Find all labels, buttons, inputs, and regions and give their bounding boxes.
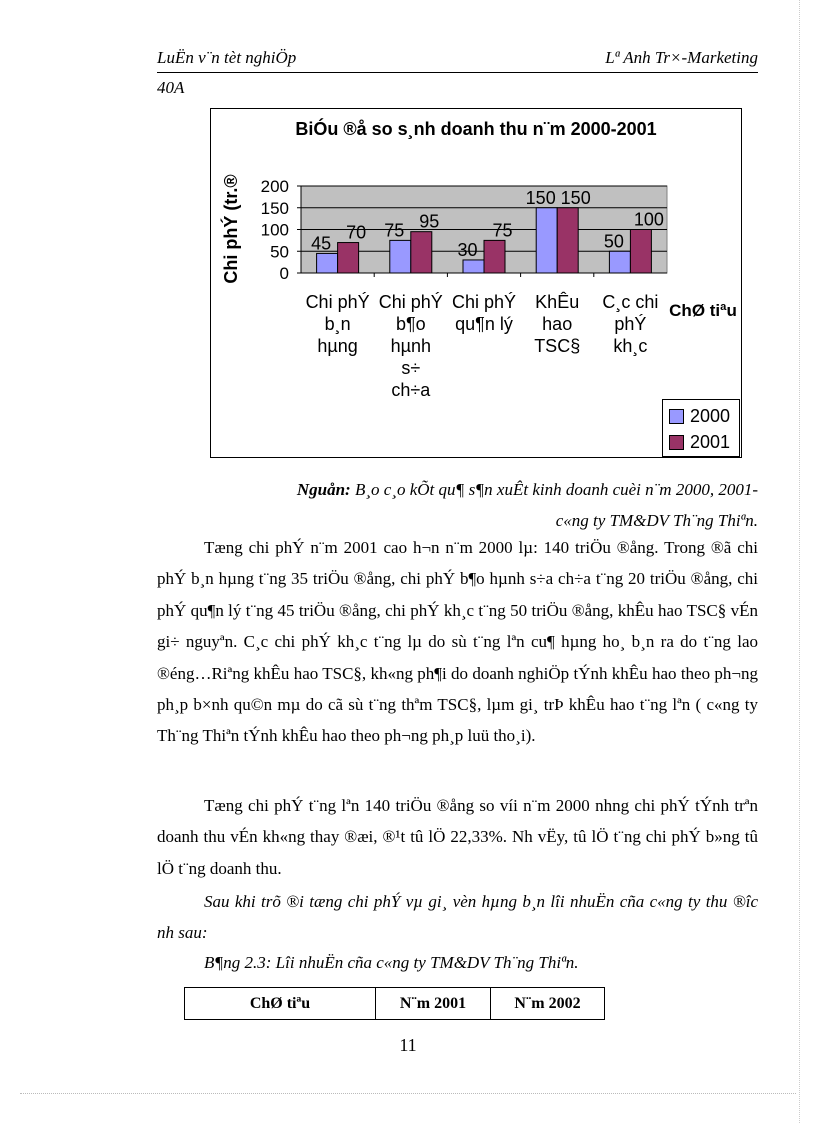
x-category-label: hao: [542, 314, 573, 334]
x-category-label: Chi phÝ: [305, 292, 370, 312]
legend-label-2001: 2001: [690, 432, 731, 452]
data-label-2001: 150: [560, 187, 591, 208]
bar-2000: [317, 253, 338, 273]
bar-2000: [390, 240, 411, 273]
data-label-2000: 45: [311, 233, 332, 254]
table-header-cell: N¨m 2002: [491, 988, 605, 1020]
x-category-label: b¶o: [395, 314, 426, 334]
y-axis-label: Chi phÝ (tr.®: [221, 174, 241, 284]
chart-source: [198, 474, 758, 536]
header-right: Lª Anh Tr×-Marketing: [605, 48, 758, 67]
x-category-label: ch÷a: [391, 380, 431, 400]
legend-item-2000: [669, 406, 730, 427]
x-category-label: hµnh: [390, 336, 432, 356]
table-header-cell: ChØ tiªu: [185, 988, 376, 1020]
source-label: Nguån:: [296, 480, 351, 499]
data-label-2001: 95: [419, 211, 440, 232]
x-axis-label: ChØ tiªu: [669, 301, 737, 320]
bar-2001: [484, 240, 505, 273]
page-bottom-dotted-border: [20, 1093, 796, 1094]
bar-2000: [609, 251, 630, 273]
legend-swatch-2000: [669, 409, 684, 424]
x-category-label: phÝ: [614, 314, 647, 334]
x-category-label: TSC§: [534, 336, 581, 356]
chart-legend: [662, 399, 740, 457]
y-tick-label: 100: [260, 220, 289, 240]
header-left-continued: 40A: [157, 78, 185, 97]
legend-item-2001: [669, 432, 730, 453]
data-label-2000: 30: [457, 239, 478, 260]
x-category-label: C¸c chi: [602, 292, 659, 312]
page-number: 11: [399, 1035, 417, 1055]
x-category-label: kh¸c: [613, 336, 648, 356]
x-category-label: hµng: [317, 336, 358, 356]
x-category-label: Chi phÝ: [378, 292, 443, 312]
x-category-label: s÷: [401, 358, 421, 378]
data-label-2000: 50: [603, 231, 624, 252]
profit-table: [184, 987, 605, 1020]
bar-2001: [338, 243, 359, 273]
x-category-label: qu¶n lý: [455, 314, 513, 334]
data-label-2000: 150: [525, 187, 556, 208]
data-label-2001: 100: [633, 209, 664, 230]
source-line-2: c«ng ty TM&DV Th¨ng Thiªn.: [555, 511, 758, 530]
data-label-2001: 70: [346, 222, 367, 243]
header-rule: [157, 72, 758, 73]
y-tick-label: 150: [260, 198, 289, 218]
page-right-dotted-border: [799, 0, 800, 1123]
x-category-label: b¸n: [324, 314, 351, 334]
paragraph-profit-intro: Sau khi trõ ®i tæng chi phÝ vµ gi¸ vèn hµng b¸n lîi nhuËn cña c«ng ty thu ®îc nh sau:: [157, 892, 758, 943]
x-category-label: KhÊu: [535, 292, 580, 312]
source-line-1: B¸o c¸o kÕt qu¶ s¶n xuÊt kinh doanh cuèi n¨m 2000, 2001-: [350, 480, 758, 499]
y-tick-label: 50: [270, 242, 289, 262]
table-header-row: [185, 988, 605, 1020]
legend-label-2000: 2000: [690, 406, 731, 426]
chart-title: BiÓu ®å so s¸nh doanh thu n¨m 2000-2001: [295, 119, 657, 139]
paragraph-cost-increase: Tæng chi phÝ n¨m 2001 cao h¬n n¨m 2000 lµ: 140 triÖu ®ång. Trong ®ã chi phÝ b¸n hµng t¨ng 35 triÖu ®ång, chi phÝ b¶o hµnh s÷a ch÷a t¨ng 20 triÖu ®ång, chi phÝ qu¶n lý t¨ng 45 triÖu ®ång, chi phÝ kh¸c t¨ng 50 triÖu ®ång, khÊu hao TSC§ vÉn gi÷ nguyªn. C¸c chi phÝ kh¸c t¨ng lµ do sù t¨ng lªn cu¶ hµng ho¸ b¸n ra do t¨ng lao ®éng…Riªng khÊu hao TSC§, kh«ng ph¶i do doanh nghiÖp tÝnh khÊu hao theo ph¬ng ph¸p b×nh qu©n mµ do cã sù t¨ng thªm TSC§, lµm gi¸ trÞ khÊu hao t¨ng lªn ( c«ng ty Th¨ng Thiªn tÝnh khÊu hao theo ph¬ng ph¸p luü tho¸i).: [157, 538, 758, 746]
header-left: LuËn v¨n tèt nghiÖp: [157, 48, 297, 67]
bar-2001: [557, 208, 578, 273]
y-tick-label: 0: [279, 264, 289, 283]
bar-2000: [536, 208, 557, 273]
table-header-cell: N¨m 2001: [376, 988, 491, 1020]
paragraph-cost-ratio: Tæng chi phÝ t¨ng lªn 140 triÖu ®ång so víi n¨m 2000 nhng chi phÝ tÝnh trªn doanh thu vÉn kh«ng thay ®æi, ®¹t tû lÖ 22,33%. Nh vËy, tû lÖ t¨ng chi phÝ b»ng tû lÖ t¨ng doanh thu.: [157, 796, 758, 878]
legend-swatch-2001: [669, 435, 684, 450]
data-label-2001: 75: [492, 220, 513, 241]
x-category-label: Chi phÝ: [451, 292, 517, 312]
bar-2000: [463, 260, 484, 273]
chart-frame: [210, 108, 742, 458]
table-caption: B¶ng 2.3: Lîi nhuËn cña c«ng ty TM&DV Th¨ng Thiªn.: [204, 953, 579, 972]
bar-2001: [630, 230, 651, 274]
y-tick-label: 200: [260, 177, 289, 196]
data-label-2000: 75: [384, 220, 405, 241]
bar-2001: [411, 232, 432, 273]
